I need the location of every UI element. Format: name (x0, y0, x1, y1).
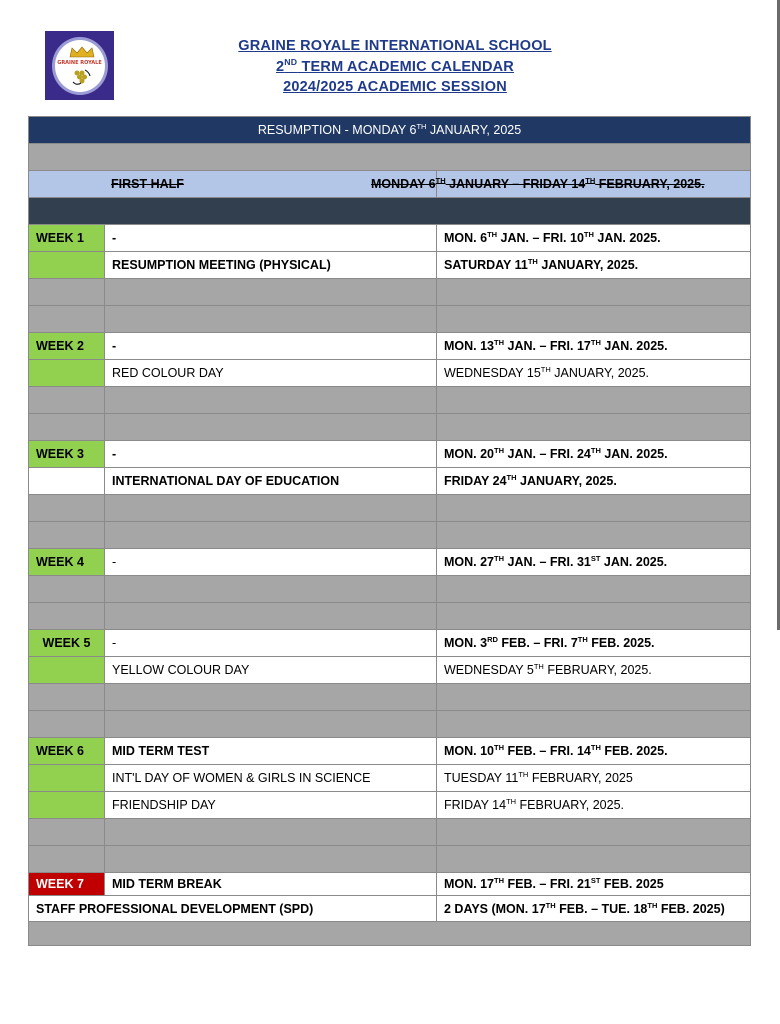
date-cell: MON. 27TH JAN. – FRI. 31ST JAN. 2025. (437, 549, 751, 576)
week-label: WEEK 7 (29, 873, 105, 896)
date-cell: MON. 3RD FEB. – FRI. 7TH FEB. 2025. (437, 630, 751, 657)
table-row (29, 441, 751, 468)
table-row (29, 792, 751, 819)
spacer-row (29, 495, 751, 522)
spacer-row (29, 306, 751, 333)
resumption-text: RESUMPTION - MONDAY 6TH JANUARY, 2025 (29, 117, 751, 144)
spacer-row (29, 279, 751, 306)
school-logo (45, 31, 114, 100)
crown-icon (69, 46, 95, 58)
event-cell: YELLOW COLOUR DAY (105, 657, 437, 684)
table-row (29, 468, 751, 495)
logo-emblem (52, 37, 108, 95)
event-cell: - (105, 630, 437, 657)
event-cell: MID TERM TEST (105, 738, 437, 765)
first-half-label: FIRST HALF (29, 171, 437, 198)
event-cell: RED COLOUR DAY (105, 360, 437, 387)
week-label: WEEK 4 (29, 549, 105, 576)
date-cell: MON. 20TH JAN. – FRI. 24TH JAN. 2025. (437, 441, 751, 468)
table-row (29, 657, 751, 684)
event-cell: - (105, 225, 437, 252)
divider-row (29, 198, 751, 225)
document-header (170, 36, 620, 98)
date-cell: WEDNESDAY 5TH FEBRUARY, 2025. (437, 657, 751, 684)
table-row (29, 333, 751, 360)
calendar-title: 2ND TERM ACADEMIC CALENDAR (276, 56, 514, 75)
table-row (29, 896, 751, 922)
event-cell: INT'L DAY OF WOMEN & GIRLS IN SCIENCE (105, 765, 437, 792)
first-half-row (29, 171, 751, 198)
date-cell: TUESDAY 11TH FEBRUARY, 2025 (437, 765, 751, 792)
event-cell: FRIENDSHIP DAY (105, 792, 437, 819)
spacer-row (29, 387, 751, 414)
table-row (29, 549, 751, 576)
date-cell: MON. 17TH FEB. – FRI. 21ST FEB. 2025 (437, 873, 751, 896)
event-cell: RESUMPTION MEETING (PHYSICAL) (105, 252, 437, 279)
week-label: WEEK 6 (29, 738, 105, 765)
spacer-row (29, 144, 751, 171)
first-half-dates: MONDAY 6TH JANUARY – FRIDAY 14TH FEBRUARY, 2025. (437, 171, 751, 198)
event-cell: - (105, 333, 437, 360)
table-row (29, 252, 751, 279)
spacer-row (29, 414, 751, 441)
spacer-row (29, 684, 751, 711)
date-cell: FRIDAY 24TH JANUARY, 2025. (437, 468, 751, 495)
table-row (29, 225, 751, 252)
spacer-row (29, 846, 751, 873)
spacer-row (29, 576, 751, 603)
spacer-row (29, 819, 751, 846)
table-row (29, 738, 751, 765)
calendar-table (28, 116, 751, 946)
week-label: WEEK 2 (29, 333, 105, 360)
spacer-row (29, 711, 751, 738)
date-cell: MON. 13TH JAN. – FRI. 17TH JAN. 2025. (437, 333, 751, 360)
resumption-banner (29, 117, 751, 144)
date-cell: MON. 6TH JAN. – FRI. 10TH JAN. 2025. (437, 225, 751, 252)
event-cell: INTERNATIONAL DAY OF EDUCATION (105, 468, 437, 495)
week-label: WEEK 3 (29, 441, 105, 468)
week-label: WEEK 5 (29, 630, 105, 657)
week-label: WEEK 1 (29, 225, 105, 252)
session-title: 2024/2025 ACADEMIC SESSION (283, 79, 507, 95)
event-cell: STAFF PROFESSIONAL DEVELOPMENT (SPD) (29, 896, 437, 922)
spacer-row (29, 603, 751, 630)
event-cell: MID TERM BREAK (105, 873, 437, 896)
date-cell: FRIDAY 14TH FEBRUARY, 2025. (437, 792, 751, 819)
date-cell: SATURDAY 11TH JANUARY, 2025. (437, 252, 751, 279)
spacer-row (29, 522, 751, 549)
table-row (29, 360, 751, 387)
table-row (29, 630, 751, 657)
table-row (29, 765, 751, 792)
school-name: GRAINE ROYALE INTERNATIONAL SCHOOL (238, 38, 552, 54)
table-row (29, 873, 751, 896)
date-cell: WEDNESDAY 15TH JANUARY, 2025. (437, 360, 751, 387)
logo-text: GRAINE ROYALE (57, 59, 102, 66)
event-cell: - (105, 441, 437, 468)
grapes-icon (71, 68, 93, 88)
date-cell: 2 DAYS (MON. 17TH FEB. – TUE. 18TH FEB. 2025) (437, 896, 751, 922)
date-cell: MON. 10TH FEB. – FRI. 14TH FEB. 2025. (437, 738, 751, 765)
spacer-row (29, 922, 751, 946)
event-cell: - (105, 549, 437, 576)
